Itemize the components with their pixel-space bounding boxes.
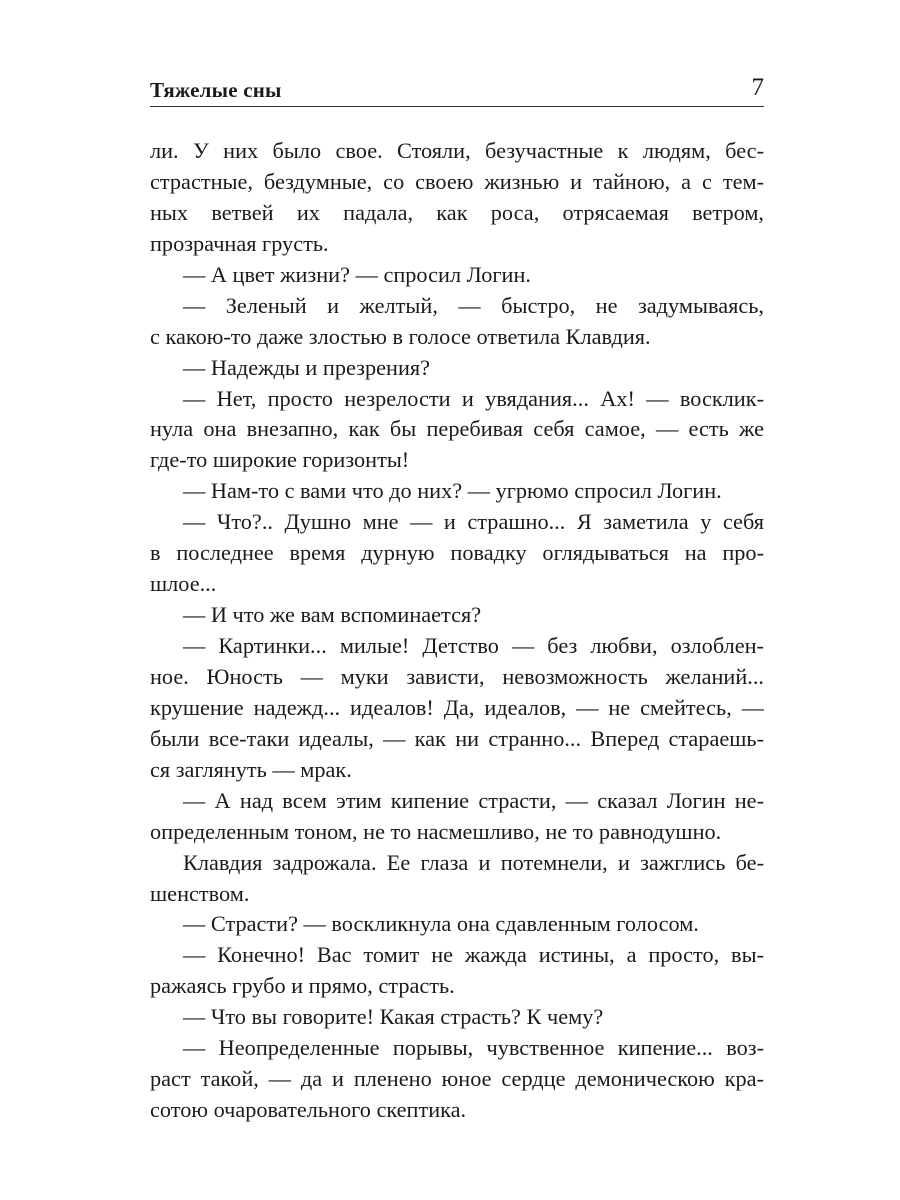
text-line: — И что же вам вспоминается? bbox=[183, 602, 482, 628]
text-line: — Что?.. Душно мне — и страшно... Я заметила у себя bbox=[183, 509, 764, 535]
text-line: сотою очаровательного скептика. bbox=[150, 1097, 467, 1123]
page-header bbox=[150, 74, 764, 106]
text-line: — Зеленый и желтый, — быстро, не задумываясь, bbox=[183, 292, 764, 318]
text-line: — Что вы говорите! Какая страсть? К чему? bbox=[183, 1004, 604, 1030]
text-line: прозрачная грусть. bbox=[150, 230, 329, 256]
page-number: 7 bbox=[751, 74, 764, 101]
text-line: в последнее время дурную повадку оглядываться на про- bbox=[150, 540, 764, 566]
text-line: ных ветвей их падала, как роса, отрясаемая ветром, bbox=[150, 199, 764, 225]
text-line: нула она внезапно, как бы перебивая себя самое, — есть же bbox=[150, 416, 764, 442]
running-title: Тяжелые сны bbox=[150, 78, 282, 102]
text-line: — Картинки... милые! Детство — без любви, озлоблен- bbox=[183, 633, 764, 658]
text-line: шенством. bbox=[150, 880, 250, 906]
text-line: определенным тоном, не то насмешливо, не то равнодушно. bbox=[150, 818, 722, 844]
text-line: — Нам-то с вами что до них? — угрюмо спросил Логин. bbox=[183, 478, 722, 504]
text-line: были все-таки идеалы, — как ни странно... Вперед стараешь- bbox=[150, 725, 764, 751]
text-line: раст такой, — да и пленено юное сердце демоническою кра- bbox=[150, 1066, 764, 1092]
text-line: шлое... bbox=[150, 571, 217, 597]
text-line: страстные, бездумные, со своею жизнью и тайною, а с тем- bbox=[150, 168, 764, 194]
text-line: — Страсти? — воскликнула она сдавленным голосом. bbox=[183, 911, 699, 937]
text-line: — Надежды и презрения? bbox=[183, 354, 431, 380]
text-line: — Нет, просто незрелости и увядания... Ах! — восклик- bbox=[183, 385, 764, 411]
text-line: — А над всем этим кипение страсти, — сказал Логин не- bbox=[183, 787, 764, 813]
text-line: Клавдия задрожала. Ее глаза и потемнели, и зажглись бе- bbox=[183, 849, 764, 875]
text-line: ся заглянуть — мрак. bbox=[150, 756, 352, 782]
text-line: — А цвет жизни? — спросил Логин. bbox=[183, 261, 531, 287]
text-line: ражаясь грубо и прямо, страсть. bbox=[150, 973, 455, 999]
text-line: ное. Юность — муки зависти, невозможность желаний... bbox=[150, 663, 764, 689]
header-rule bbox=[150, 106, 764, 107]
text-line: — Конечно! Вас томит не жажда истины, а просто, вы- bbox=[183, 942, 764, 968]
text-line: с какою-то даже злостью в голосе ответила Клавдия. bbox=[150, 323, 651, 349]
text-line: крушение надежд... идеалов! Да, идеалов, — не смейтесь, — bbox=[150, 694, 764, 720]
body-text bbox=[150, 136, 764, 1126]
text-line: где-то широкие горизонты! bbox=[150, 447, 410, 473]
text-line: ли. У них было свое. Стояли, безучастные к людям, бес- bbox=[150, 138, 764, 163]
text-line: — Неопределенные порывы, чувственное кипение... воз- bbox=[183, 1035, 764, 1061]
